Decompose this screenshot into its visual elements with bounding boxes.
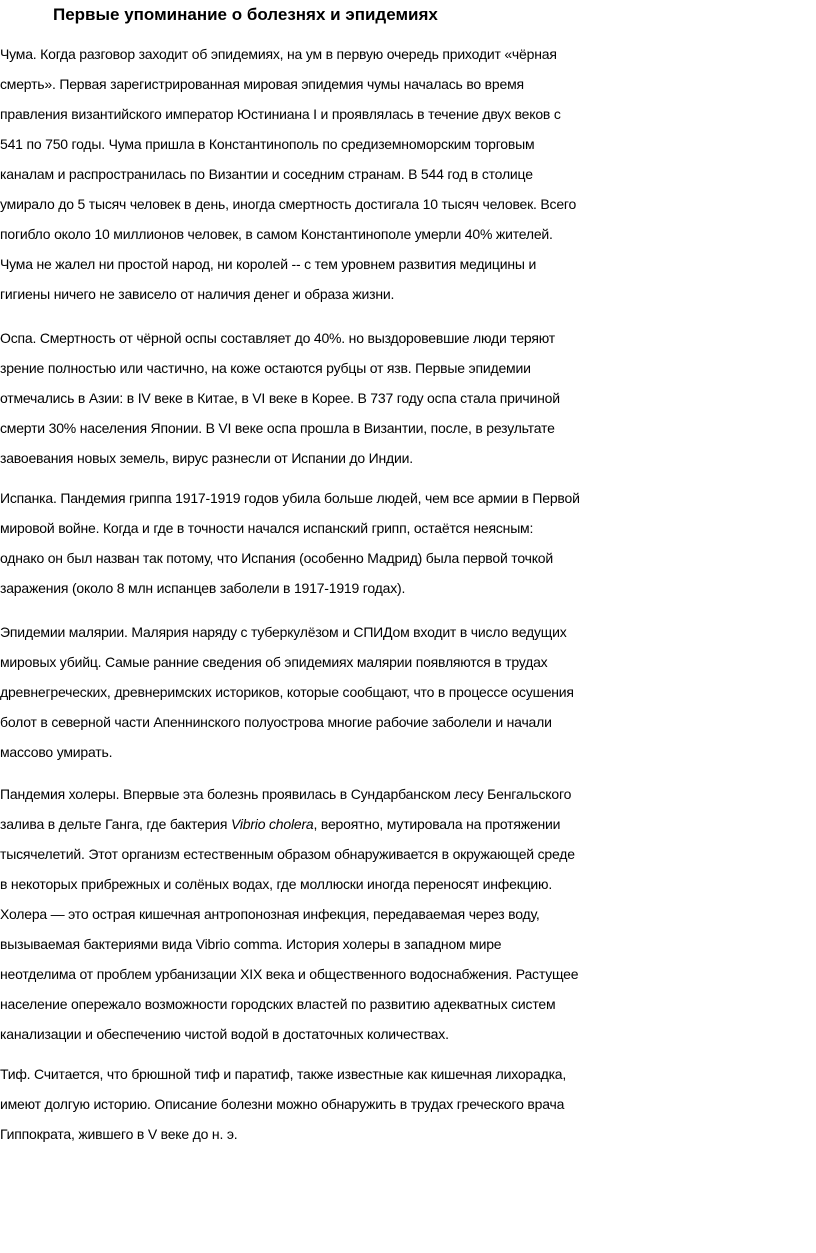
text-line: завоевания новых земель, вирус разнесли от Испании до Индии. (0, 450, 413, 466)
text-line: тысячелетий. Этот организм естественным образом обнаруживается в окружающей среде (0, 846, 575, 862)
text-line: отмечались в Азии: в IV веке в Китае, в VI веке в Корее. В 737 году оспа стала причиной (0, 390, 560, 406)
text-line: Чума не жалел ни простой народ, ни королей -- с тем уровнем развития медицины и (0, 256, 537, 272)
text-line: Гиппократа, жившего в V веке до н. э. (0, 1126, 238, 1142)
text-line: вызываемая бактериями вида Vibrio comma. История холеры в западном мире (0, 936, 502, 952)
text-line: древнегреческих, древнеримских историков, которые сообщают, что в процессе осушения (0, 684, 574, 700)
text-line-with-italic (0, 809, 816, 839)
text-line: умирало до 5 тысяч человек в день, иногда смертность достигала 10 тысяч человек. Всего (0, 196, 577, 212)
paragraph-plague (0, 39, 816, 309)
text-line: Чума. Когда разговор заходит об эпидемиях, на ум в первую очередь приходит «чёрная (0, 46, 557, 62)
document-title: Первые упоминание о болезнях и эпидемиях (53, 5, 438, 24)
text-line: гигиены ничего не зависело от наличия денег и образа жизни. (0, 286, 395, 302)
text-line: имеют долгую историю. Описание болезни можно обнаружить в трудах греческого врача (0, 1096, 565, 1112)
text-line: Холера — это острая кишечная антропонозная инфекция, передаваемая через воду, (0, 906, 540, 922)
text-line: канализации и обеспечению чистой водой в достаточных количествах. (0, 1026, 449, 1042)
text-line: мировых убийц. Самые ранние сведения об эпидемиях малярии появляются в трудах (0, 654, 548, 670)
text-line: каналам и распространилась по Византии и соседним странам. В 544 год в столице (0, 166, 533, 182)
paragraph-spanish-flu (0, 483, 816, 603)
text-line: Пандемия холеры. Впервые эта болезнь проявилась в Сундарбанском лесу Бенгальского (0, 786, 572, 802)
text-line: заражения (около 8 млн испанцев заболели в 1917-1919 годах). (0, 580, 406, 596)
paragraph-smallpox (0, 323, 816, 473)
text-segment: залива в дельте Ганга, где бактерия (0, 816, 231, 832)
text-line: Эпидемии малярии. Малярия наряду с туберкулёзом и СПИДом входит в число ведущих (0, 624, 567, 640)
text-line: Тиф. Считается, что брюшной тиф и паратиф, также известные как кишечная лихорадка, (0, 1066, 567, 1082)
text-line: правления византийского император Юстиниана I и проявлялась в течение двух веков с (0, 106, 561, 122)
text-line: смерть». Первая зарегистрированная мировая эпидемия чумы началась во время (0, 76, 524, 92)
text-line: неотделима от проблем урбанизации XIX века и общественного водоснабжения. Растущее (0, 966, 579, 982)
text-segment: , вероятно, мутировала на протяжении (313, 816, 561, 832)
paragraph-typhoid (0, 1059, 816, 1149)
paragraph-cholera (0, 779, 816, 1049)
text-line: 541 по 750 годы. Чума пришла в Константинополь по средиземноморским торговым (0, 136, 535, 152)
text-line: Оспа. Смертность от чёрной оспы составляет до 40%. но выздоровевшие люди теряют (0, 330, 555, 346)
text-line: погибло около 10 миллионов человек, в самом Константинополе умерли 40% жителей. (0, 226, 553, 242)
text-line: смерти 30% населения Японии. В VI веке оспа прошла в Византии, после, в результате (0, 420, 555, 436)
text-line: в некоторых прибрежных и солёных водах, где моллюски иногда переносят инфекцию. (0, 876, 553, 892)
text-line: мировой войне. Когда и где в точности начался испанский грипп, остаётся неясным: (0, 520, 534, 536)
text-line: зрение полностью или частично, на коже остаются рубцы от язв. Первые эпидемии (0, 360, 531, 376)
text-line: массово умирать. (0, 744, 113, 760)
species-name-italic: Vibrio cholera (230, 816, 314, 832)
text-line: Испанка. Пандемия гриппа 1917-1919 годов убила больше людей, чем все армии в Первой (0, 490, 580, 506)
text-line: болот в северной части Апеннинского полуострова многие рабочие заболели и начали (0, 714, 552, 730)
text-line: население опережало возможности городских властей по развитию адекватных систем (0, 996, 556, 1012)
text-line: однако он был назван так потому, что Испания (особенно Мадрид) была первой точкой (0, 550, 553, 566)
paragraph-malaria (0, 617, 816, 767)
